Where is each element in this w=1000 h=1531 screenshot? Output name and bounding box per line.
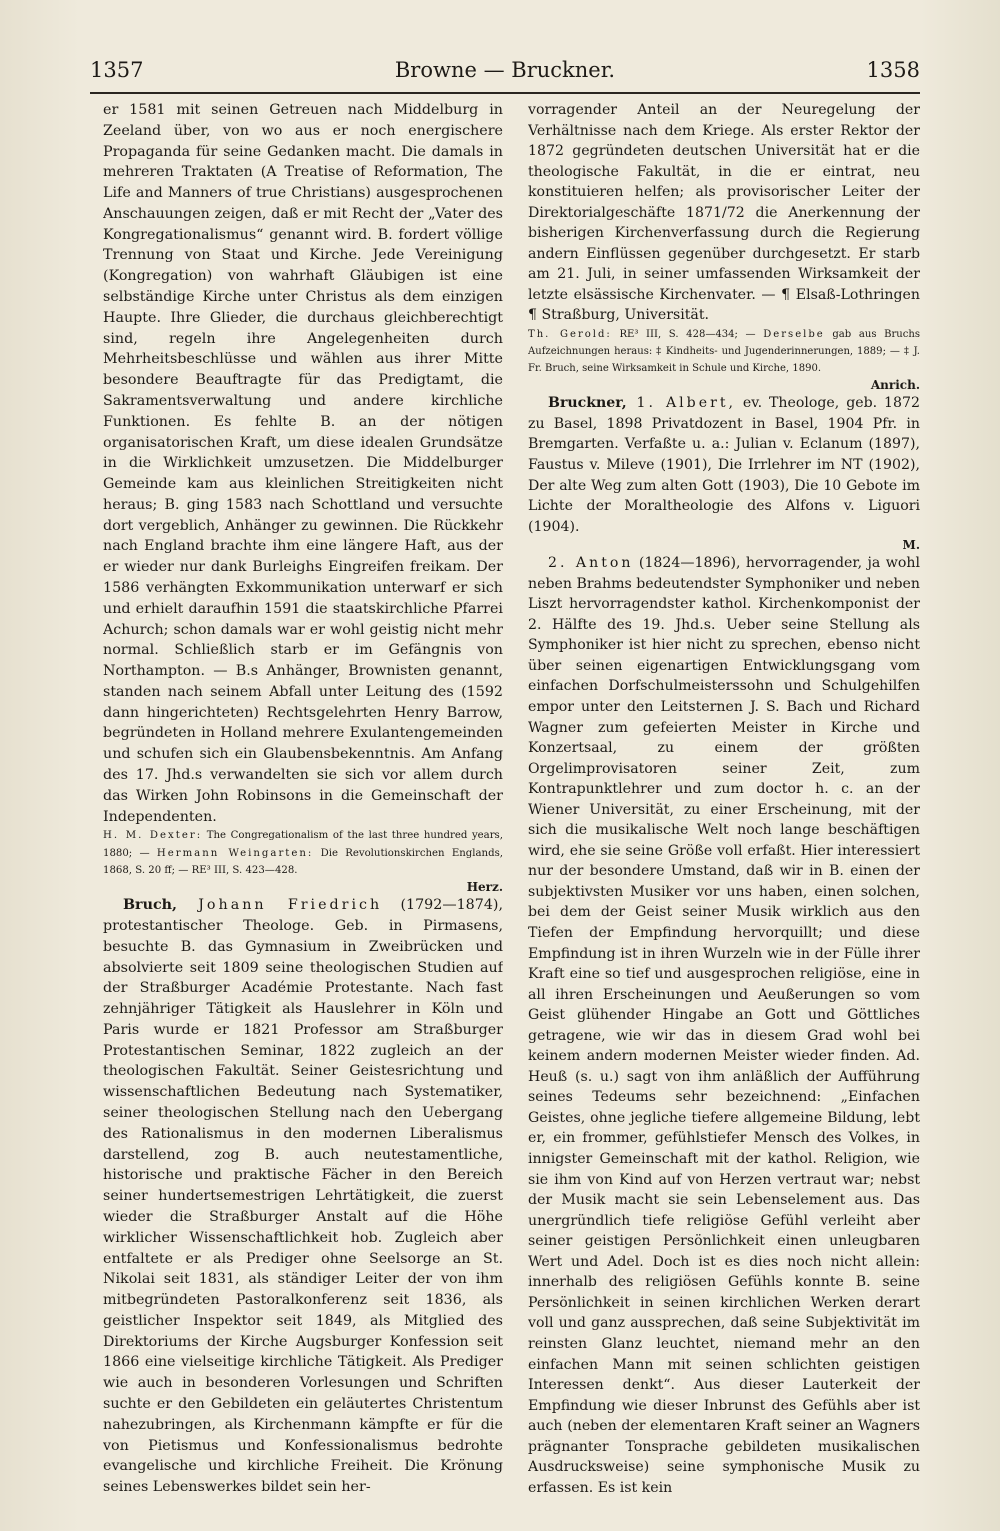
author-signature: Anrich. [870,378,920,393]
running-title: Browne — Bruckner. [394,58,616,82]
page-number-left: 1357 [90,58,144,82]
ref-text: gab aus Bruchs Aufzeichnungen heraus: ‡ Kindheits- und Jugenderinnerungen, 1889; — ‡ J. Fr. Bruch, seine Wirksamkeit in Schule und Kirche, 1890. [528,329,920,375]
entry-subname: 1. Albert, [626,395,736,412]
page-header [90,56,920,90]
bruch-references [528,326,920,377]
ref-text: RE³ III, S. 428—434; — [611,329,764,341]
entry-name: Johann Friedrich [176,897,383,914]
ref-author: H. M. Dexter: [103,830,203,842]
right-column [528,100,920,1500]
entry-text: (1792—1874), protestantischer Theologe. Geb. in Pirmasens, besuchte B. das Gymnasium in Zweibrücken und absolvierte seit 1809 seine theologischen Studien auf der Straßburger Académie Protestante. Nach fast zehnjähriger Tätigkeit als Hauslehrer in Köln und Paris wurde er 1821 Professor am Straßburger Protestantischen Seminar, 1822 zugleich an der theologischen Fakultät. Seiner Geistesrichtung und wissenschaftlichen Bedeutung nach Systematiker, seiner theologischen Stellung nach den Uebergang des Rationalismus in den modernen Liberalismus darstellend, zog B. auch neutestamentliche, historische und praktische Fächer in den Bereich seiner hundertsemestrigen Lehrtätigkeit, die zuerst wieder die Straßburger Anstalt auf die Höhe wirklicher Wissenschaftlichkeit hob. Zugleich aber entfaltete er als Prediger ohne Seelsorge an St. Nikolai seit 1831, als ständiger Leiter der von ihm mitbegründeten Pastoralkonferenz seit 1836, als geistlicher Inspektor seit 1849, als Mitglied des Direktoriums der Kirche Augsburger Konfession seit 1866 eine vielseitige kirchliche Tätigkeit. Als Prediger wie auch in besonderen Vorlesungen und Schriften suchte er den Gebildeten ein geläutertes Christentum nahezubringen, als Kirchenmann kämpfte er für die von Pietismus und Konfessionalismus bedrohte evangelische und kirchliche Freiheit. Die Krönung seines Lebenswerkes bildet sein her- [103,897,503,1496]
browne-paragraph: er 1581 mit seinen Getreuen nach Middelburg in Zeeland über, von wo aus er noch energischere Propaganda für seine Gedanken macht. Die damals in mehreren Traktaten (A Treatise of Reformation, The Life and Manners of true Christians) ausgesprochenen Anschauungen zeigen, daß er mit Recht der „Vater des Kongregationalismus“ genannt wird. B. fordert völlige Trennung von Staat und Kirche. Jede Vereinigung (Kongregation) von wahrhaft Gläubigen ist eine selbständige Kirche unter Christus als dem einzigen Haupte. Ihre Glieder, die durchaus gleichberechtigt sind, regeln ihre Angelegenheiten durch Mehrheitsbeschlüsse und wählen aus ihrer Mitte besondere Beauftragte für das Predigtamt, die Sakramentsverwaltung und andere kirchliche Funktionen. Es fehlte B. an der nötigen organisatorischen Kraft, um diese idealen Grundsätze in die Wirklichkeit umzusetzen. Die Middelburger Gemeinde kam aus kleinlichen Streitigkeiten nicht heraus; B. ging 1583 nach Schottland und versuchte dort vergeblich, Anhänger zu gewinnen. Die Rückkehr nach England brachte ihm eine längere Haft, aus der er wieder nur dank Burleighs Eingreifen freikam. Der 1586 verhängten Exkommunikation unterwarf er sich und erhielt daraufhin 1591 die staatskirchliche Pfarrei Achurch; schon damals war er wohl geistig nicht mehr normal. Schließlich starb er im Gefängnis von Northampton. — B.s Anhänger, Brownisten genannt, standen nach seinem Abfall unter Leitung des (1592 dann hingerichteten) Rechtsgelehrten Henry Barrow, begründeten in Holland mehrere Exulantengemeinden und schufen sich ein Glaubensbekenntnis. Am Anfang des 17. Jhd.s verwandelten sie sich vor allem durch das Wirken John Robinsons in die Gemeinschaft der Independenten. [103,102,503,825]
entry-subname: 2. Anton [548,555,634,572]
ref-author: Th. Gerold: [528,329,612,341]
ref-author: Hermann Weingarten: [156,847,314,859]
entry-text: (1824—1896), hervorragender, ja wohl neben Brahms bedeutendster Symphoniker und neben Liszt hervorragendster kathol. Kirchenkomponist der 2. Hälfte des 19. Jhd.s. Ueber seine Stellung als Symphoniker ist hier nicht zu sprechen, ebenso nicht über seinen eigenartigen Entwicklungsgang vom einfachen Dorfschulmeisterssohn und Schulgehilfen empor unter den Leitsternen J. S. Bach und Richard Wagner zum gefeierten Meister in Kirche und Konzertsaal, zu einem der größten Orgelimprovisatoren seiner Zeit, zum Kontrapunktlehrer und zum doctor h. c. an der Wiener Universität, zu einer Erscheinung, mit der sich die musikalische Welt noch lange beschäftigen wird, ehe sie seine Größe voll erfaßt. Hier interessiert nur der besondere Umstand, daß wir in B. einen der subjektivsten Musiker vor uns haben, einen solchen, bei dem der Geist seiner Musik wirklich aus den Tiefen der Empfindung hervorquillt; und diese Empfindung ist in ihren Wurzeln wie in der Fülle ihrer Kraft eine so tief und ausgesprochen religiöse, eine in all ihren Erscheinungen und Aeußerungen so vom Geist glühender Hingabe an Gott und Göttliches getragene, wie wir das in diesem Grad wohl bei keinem andern modernen Meister wieder finden. Ad. Heuß (s. u.) sagt von ihm anläßlich der Aufführung seines Tedeums sehr bezeichnend: „Einfachen Geistes, ohne jegliche tiefere allgemeine Bildung, lebt er, ein frommer, gefühlstiefer Mensch des Volkes, in innigster Gemeinschaft mit der kathol. Religion, wie sie ihm von Kind auf von Herzen vertraut war; nebst der Musik macht sie sein Lebenselement aus. Das unergründlich tiefe religiöse Gefühl verleiht aber seiner geistigen Persönlichkeit einen unleugbaren Wert und Adel. Doch ist es dies noch nicht allein: innerhalb des religiösen Gefühls konnte B. seine Persönlichkeit in seinen kirchlichen Werken derart voll und ganz aussprechen, daß seine Subjektivität im reinsten Glanz leuchtet, niemand mehr an den einfachen Mann mit seinen schlichten geistigen Interessen denkt“. Aus dieser Lauterkeit der Empfindung wie dieser Inbrunst des Gefühls aber ist auch (neben der elementaren Kraft seiner an Wagners prägnanter Tonsprache gebildeten musikalischen Ausdrucksweise) seine symphonische Musik zu erfassen. Es ist kein [528,555,920,1496]
page-number-right: 1358 [866,58,920,82]
entry-headword: Bruch, [123,897,177,914]
bruckner-anton-entry [528,553,920,1498]
bruch-continuation: vorragender Anteil an der Neuregelung der Verhältnisse nach dem Kriege. Als erster Rektor der 1872 gegründeten deutschen Universität hat er die theologische Fakultät, in die er eintrat, neu konstituieren helfen; als provisorischer Leiter der Direktorialgeschäfte 1871/72 die Anerkennung der bisherigen Kirchenverfassung durch die Regierung andern Einflüssen gegenüber durchgesetzt. Er starb am 21. Juli, in seiner umfassenden Wirksamkeit der letzte elsässische Kirchenvater. — ¶ Elsaß-Lothringen ¶ Straßburg, Universität. [528,102,920,324]
ref-author: Derselbe [763,329,825,341]
author-signature: M. [902,538,920,553]
bruch-entry [103,895,503,1498]
header-rule [90,92,920,94]
entry-text: ev. Theologe, geb. 1872 zu Basel, 1898 Privatdozent in Basel, 1904 Pfr. in Bremgarten. Verfaßte u. a.: Julian v. Eclanum (1897), Faustus v. Mileve (1901), Die Irrlehrer im NT (1902), Der alte Weg zum alten Gott (1903), Die 10 Gebote im Lichte der Moraltheologie des Alfons v. Liguori (1904). [528,395,920,535]
bruckner-albert-entry [528,393,920,537]
left-column [103,100,503,1500]
entry-headword: Bruckner, [548,395,627,412]
ref-text: The Congregationalism of the last three hundred years, 1880; — [103,830,503,859]
author-signature: Herz. [466,880,503,895]
ref-text: Die Revolutionskirchen Englands, 1868, S. 20 ff; — RE³ III, S. 423—428. [103,847,503,876]
browne-references [103,827,503,879]
